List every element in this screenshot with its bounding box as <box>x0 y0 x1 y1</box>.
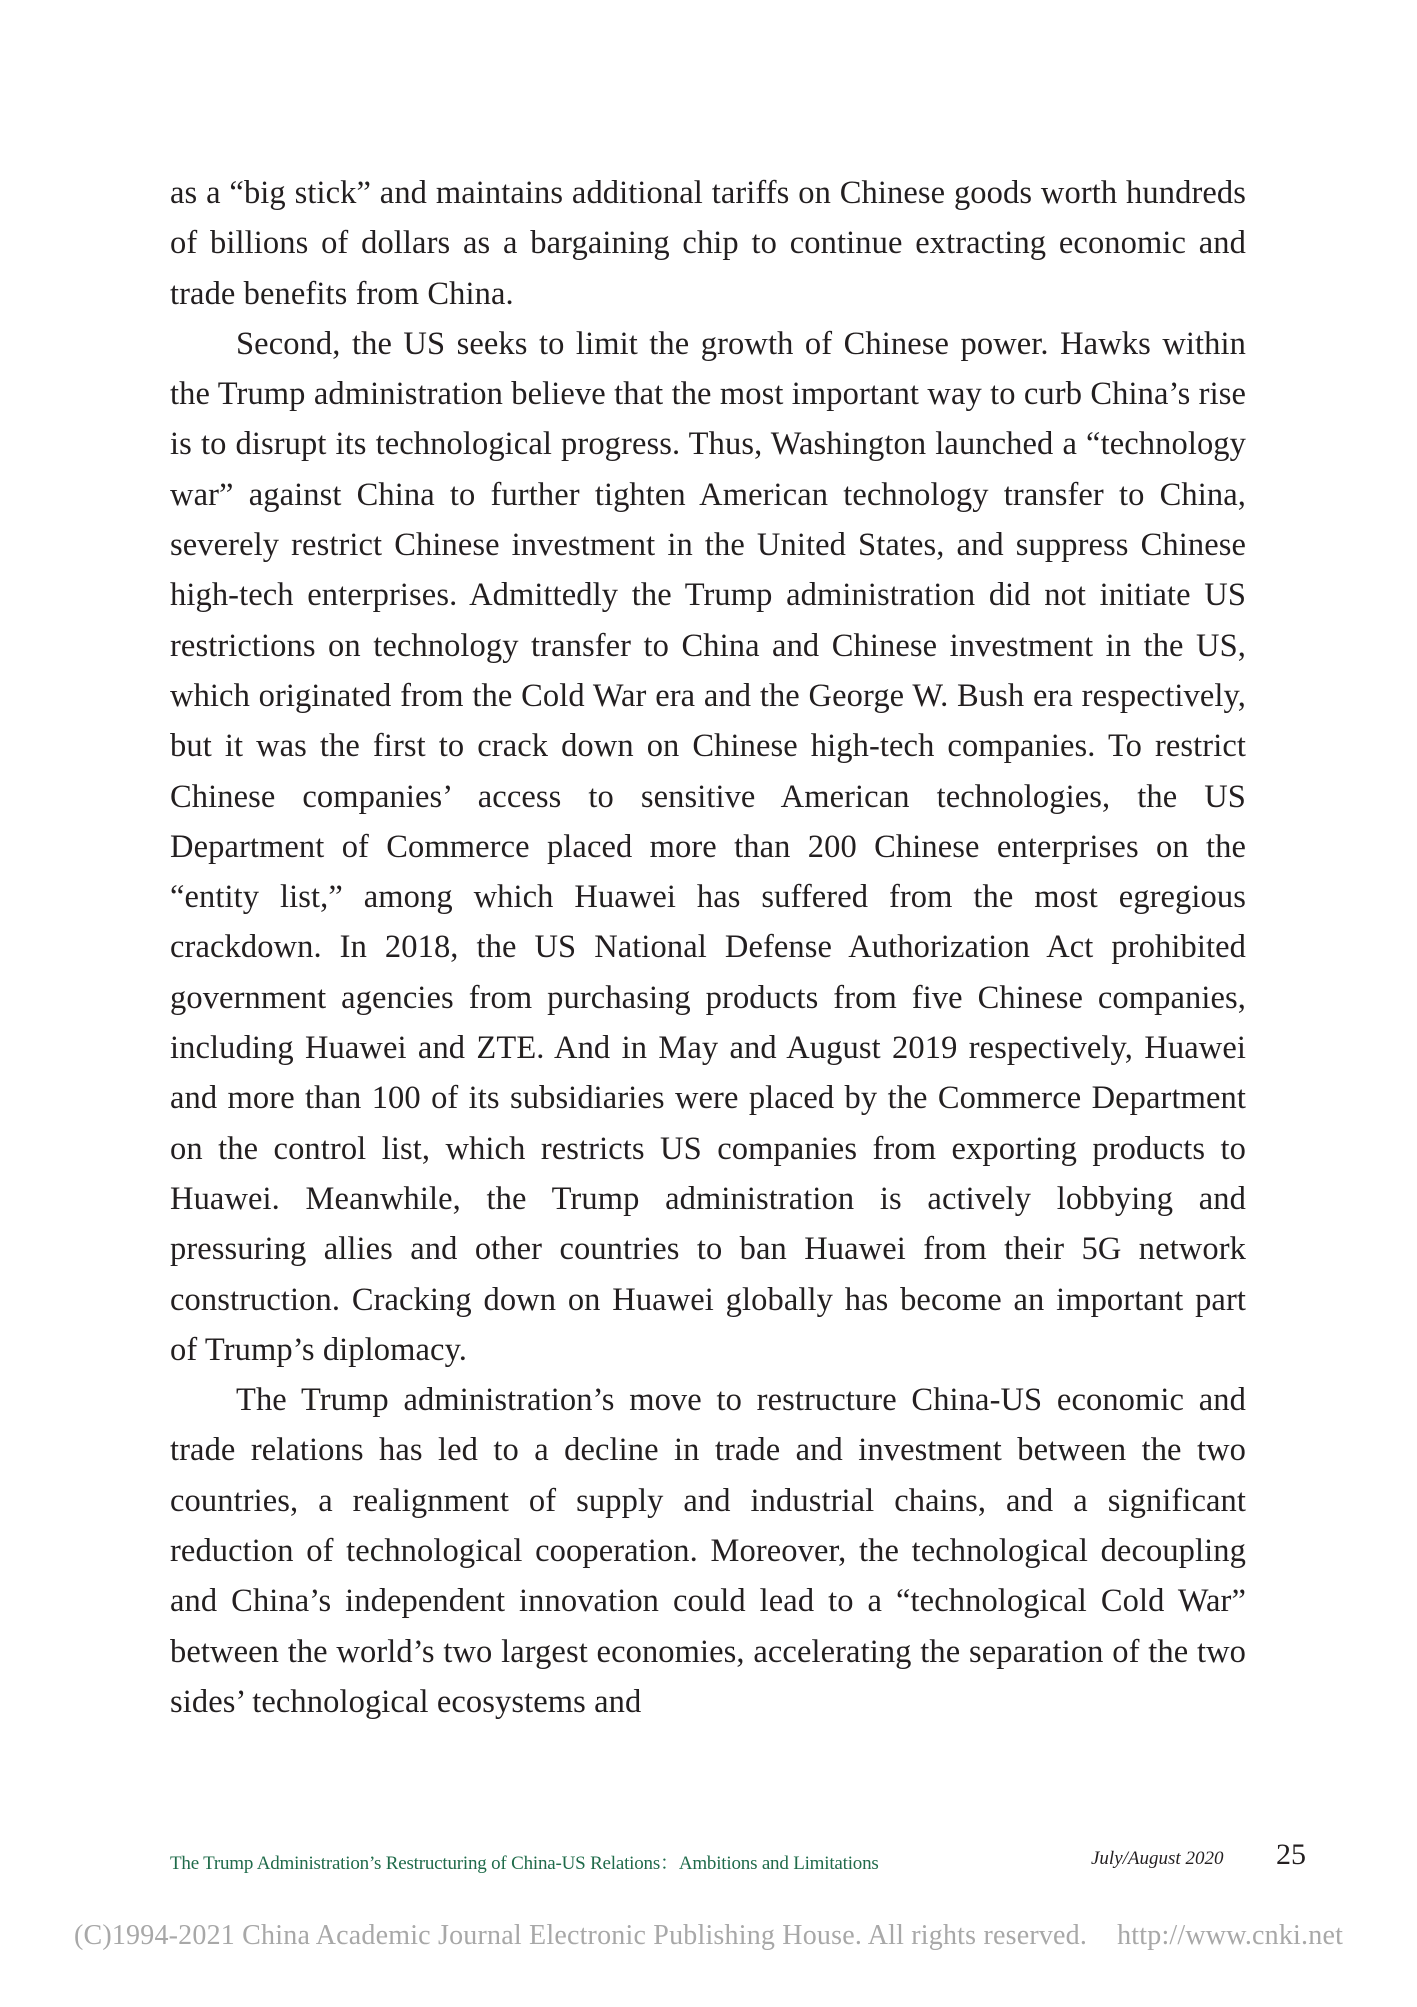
copyright-text: (C)1994-2021 China Academic Journal Electronic Publishing House. All rights reserved. <box>73 1920 1088 1951</box>
paragraph-continuation: as a “big stick” and maintains additional tariffs on Chinese goods worth hundreds of billions of dollars as a bargaining chip to continue extracting economic and trade benefits from China. <box>170 175 1246 312</box>
paragraph-restructure-impact: The Trump administration’s move to restructure China-US economic and trade relations has led to a decline in trade and investment between the two countries, a realignment of supply and industrial chains, and a significant reduction of technological cooperation. Moreover, the technological decoupling and China’s independent innovation could lead to a “technological Cold War” between the world’s two largest economies, accelerating the separation of the two sides’ technological ecosystems and <box>170 1382 1246 1720</box>
page-footer <box>170 1838 1322 1878</box>
watermark-url: http://www.cnki.net <box>1117 1920 1344 1951</box>
copyright-watermark <box>0 1920 1417 1952</box>
paragraph-second-us-aim: Second, the US seeks to limit the growth of Chinese power. Hawks within the Trump administration believe that the most important way to curb China’s rise is to disrupt its technological progress. Thus, Washington launched a “technology war” against China to further tighten American technology transfer to China, severely restrict Chinese investment in the United States, and suppress Chinese high-tech enterprises. Admittedly the Trump administration did not initiate US restrictions on technology transfer to China and Chinese investment in the US, which originated from the Cold War era and the George W. Bush era respectively, but it was the first to crack down on Chinese high-tech companies. To restrict Chinese companies’ access to sensitive American technologies, the US Department of Commerce placed more than 200 Chinese enterprises on the “entity list,” among which Huawei has suffered from the most egregious crackdown. In 2018, the US National Defense Authorization Act prohibited government agencies from purchasing products from five Chinese companies, including Huawei and ZTE. And in May and August 2019 respectively, Huawei and more than 100 of its subsidiaries were placed by the Commerce Department on the control list, which restricts US companies from exporting products to Huawei. Meanwhile, the Trump administration is actively lobbying and pressuring allies and other countries to ban Huawei from their 5G network construction. Cracking down on Huawei globally has become an important part of Trump’s diplomacy. <box>170 325 1246 1368</box>
article-body <box>170 168 1246 1727</box>
page-number: 25 <box>1276 1838 1306 1871</box>
running-title: The Trump Administration’s Restructuring of China-US Relations：Ambitions and Limitations <box>170 1853 879 1874</box>
issue-date: July/August 2020 <box>1091 1848 1224 1869</box>
